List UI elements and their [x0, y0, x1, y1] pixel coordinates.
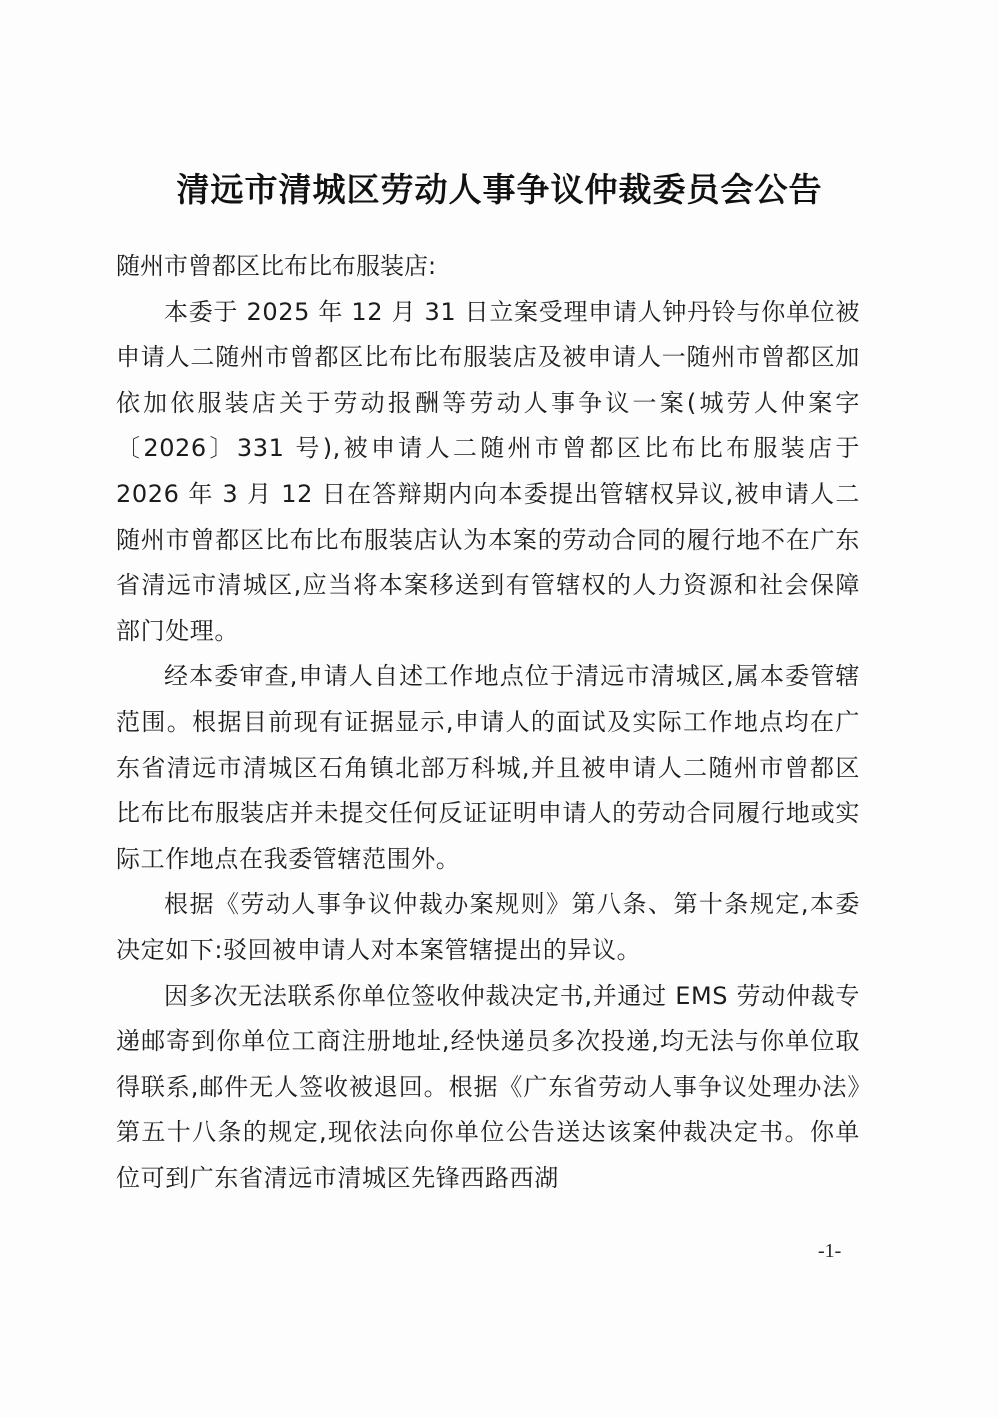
document-title: 清远市清城区劳动人事争议仲裁委员会公告	[176, 170, 823, 209]
paragraph-review: 经本委审查,申请人自述工作地点位于清远市清城区,属本委管辖范围。根据目前现有证据显示,申请人的面试及实际工作地点均在广东省清远市清城区石角镇北部万科城,并且被申请人二随州市曾都区比布比布服装店并未提交任何反证证明申请人的劳动合同履行地或实际工作地点在我委管辖范围外。	[116, 662, 860, 873]
paragraph-decision: 根据《劳动人事争议仲裁办案规则》第八条、第十条规定,本委决定如下:驳回被申请人对本案管辖提出的异议。	[116, 890, 860, 964]
salutation: 随州市曾都区比布比布服装店:	[116, 252, 437, 280]
page-number: -1-	[818, 1240, 842, 1262]
paragraph-filing: 本委于 2025 年 12 月 31 日立案受理申请人钟丹铃与你单位被申请人二随州市曾都区比布比布服装店及被申请人一随州市曾都区加依加依服装店关于劳动报酬等劳动人事争议一案(城劳人仲案字〔2026〕331 号),被申请人二随州市曾都区比布比布服装店于 2026 年 3 月 12 日在答辩期内向本委提出管辖权异议,被申请人二随州市曾都区比布比布服装店认为本案的劳动合同的履行地不在广东省清远市清城区,应当将本案移送到有管辖权的人力资源和社会保障部门处理。	[116, 297, 860, 645]
document-body	[116, 244, 860, 1201]
paragraph-service: 因多次无法联系你单位签收仲裁决定书,并通过 EMS 劳动仲裁专递邮寄到你单位工商注册地址,经快递员多次投递,均无法与你单位取得联系,邮件无人签收被退回。根据《广东省劳动人事争议处理办法》第五十八条的规定,现依法向你单位公告送达该案仲裁决定书。你单位可到广东省清远市清城区先锋西路西湖	[116, 981, 860, 1192]
